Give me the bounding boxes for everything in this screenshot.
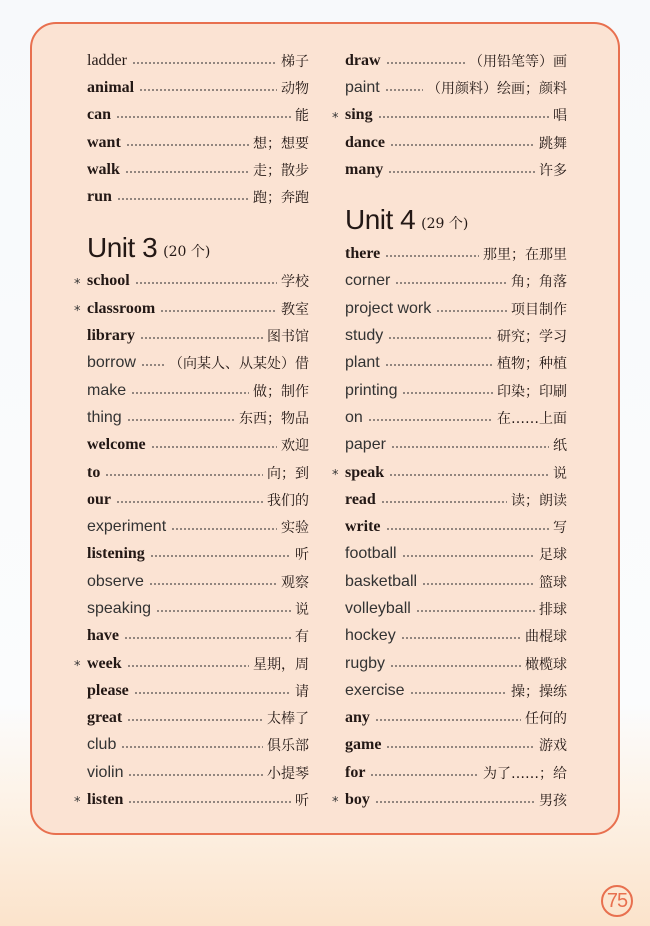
vocab-entry (87, 350, 309, 377)
dot-leader (131, 392, 249, 394)
vocab-meaning: 实验 (281, 520, 309, 537)
vocab-meaning: （用颜料）绘画；颜料 (427, 80, 567, 97)
vocab-meaning: 走；散步 (253, 162, 309, 179)
vocab-entry (345, 650, 567, 677)
vocab-meaning: 植物；种植 (497, 356, 567, 373)
vocab-meaning: 唱 (553, 108, 567, 125)
vocab-word: our (87, 490, 111, 508)
dot-leader (121, 746, 263, 748)
dot-leader (386, 746, 535, 748)
dot-leader (385, 364, 493, 366)
dot-leader (375, 719, 521, 721)
dot-leader (386, 528, 549, 530)
dot-leader (388, 337, 493, 339)
vocab-entry (87, 322, 309, 349)
vocab-meaning: 有 (295, 629, 309, 646)
vocab-meaning: 任何的 (525, 711, 567, 728)
dot-leader (124, 637, 291, 639)
vocab-meaning: 曲棍球 (525, 629, 567, 646)
dot-leader (391, 446, 549, 448)
vocab-entry (87, 759, 309, 786)
vocab-entry (74, 295, 309, 322)
dot-leader (128, 801, 291, 803)
vocab-word: project work (345, 299, 432, 317)
vocab-word: club (87, 736, 117, 754)
vocab-meaning: 教室 (281, 301, 309, 318)
vocab-entry (332, 786, 567, 813)
vocabulary-panel (30, 22, 620, 835)
unit-title: Unit 4 (345, 204, 416, 236)
dot-leader (127, 419, 235, 421)
vocab-entry (87, 47, 309, 74)
dot-leader (116, 116, 291, 118)
vocab-meaning: （向某人、从某处）借 (169, 356, 309, 373)
vocab-entry (87, 732, 309, 759)
vocab-meaning: 印染；印刷 (497, 383, 567, 400)
dot-leader (389, 474, 549, 476)
vocab-entry (345, 240, 567, 267)
vocab-word: walk (87, 160, 120, 178)
vocab-meaning: 为了……；给 (483, 765, 567, 782)
dot-leader (141, 364, 165, 366)
vocab-entry (87, 623, 309, 650)
vocab-word: make (87, 381, 127, 399)
vocab-meaning: 梯子 (281, 53, 309, 70)
vocab-meaning: 跑；奔跑 (253, 190, 309, 207)
vocab-entry (87, 102, 309, 129)
vocab-entry (87, 183, 309, 210)
vocab-meaning: 那里；在那里 (483, 247, 567, 264)
dot-leader (436, 310, 507, 312)
dot-leader (416, 610, 535, 612)
dot-leader (385, 89, 423, 91)
dot-leader (375, 801, 535, 803)
dot-leader (401, 637, 521, 639)
star-icon: * (332, 795, 339, 811)
vocab-meaning: 足球 (539, 547, 567, 564)
vocab-meaning: 学校 (281, 274, 309, 291)
left-column (74, 47, 309, 814)
right-top-entries (332, 47, 567, 183)
vocab-entry (345, 541, 567, 568)
vocab-entry (345, 377, 567, 404)
vocab-word: rugby (345, 654, 386, 672)
vocab-meaning: 向；到 (267, 465, 309, 482)
dot-leader (149, 583, 277, 585)
vocab-word: boy (345, 791, 370, 809)
vocab-entry (87, 541, 309, 568)
vocab-word: on (345, 408, 363, 426)
vocab-entry (345, 759, 567, 786)
vocab-entry (87, 156, 309, 183)
dot-leader (381, 501, 507, 503)
vocab-word: ladder (87, 51, 127, 69)
dot-leader (171, 528, 277, 530)
dot-leader (402, 555, 535, 557)
vocab-meaning: 游戏 (539, 738, 567, 755)
dot-leader (388, 171, 535, 173)
vocab-entry (345, 350, 567, 377)
vocab-entry (332, 459, 567, 486)
vocab-meaning: 动物 (281, 80, 309, 97)
vocab-word: volleyball (345, 599, 411, 617)
vocab-word: sing (345, 106, 373, 124)
vocab-word: football (345, 545, 397, 563)
dot-leader (127, 719, 263, 721)
star-icon: * (74, 304, 81, 320)
dot-leader (385, 255, 479, 257)
vocab-meaning: 篮球 (539, 574, 567, 591)
dot-leader (135, 282, 277, 284)
vocab-meaning: 说 (553, 465, 567, 482)
vocab-entry (345, 129, 567, 156)
dot-leader (105, 474, 263, 476)
vocab-meaning: 听 (295, 547, 309, 564)
left-top-entries (87, 47, 309, 211)
vocab-entry (345, 74, 567, 101)
vocab-entry (345, 322, 567, 349)
vocab-entry (74, 786, 309, 813)
vocab-word: have (87, 627, 119, 645)
vocab-word: speaking (87, 599, 152, 617)
dot-leader (116, 501, 263, 503)
vocab-word: please (87, 681, 129, 699)
vocab-word: study (345, 327, 384, 345)
vocab-word: observe (87, 572, 144, 590)
vocab-entry (87, 486, 309, 513)
star-icon: * (74, 276, 81, 292)
vocab-word: paper (345, 436, 386, 454)
vocab-entry (87, 568, 309, 595)
vocab-entry (345, 732, 567, 759)
vocab-meaning: 读；朗读 (511, 492, 567, 509)
vocab-meaning: 角；角落 (511, 274, 567, 291)
unit-4-entries (332, 240, 567, 813)
unit-word-count: (20 个) (163, 243, 211, 260)
vocab-meaning: （用铅笔等）画 (469, 53, 567, 70)
vocab-entry (87, 377, 309, 404)
vocab-word: great (87, 709, 123, 727)
vocab-word: animal (87, 78, 135, 96)
vocab-meaning: 我们的 (267, 492, 309, 509)
vocab-meaning: 东西；物品 (239, 410, 309, 427)
vocab-entry (345, 568, 567, 595)
vocab-meaning: 纸 (553, 438, 567, 455)
vocab-word: to (87, 463, 101, 481)
dot-leader (410, 692, 507, 694)
vocab-meaning: 请 (295, 683, 309, 700)
vocab-entry (87, 459, 309, 486)
vocab-meaning: 许多 (539, 162, 567, 179)
vocab-word: game (345, 736, 382, 754)
vocab-word: hockey (345, 627, 396, 645)
vocab-word: draw (345, 51, 381, 69)
vocab-entry (87, 595, 309, 622)
vocab-meaning: 跳舞 (539, 135, 567, 152)
dot-leader (151, 446, 277, 448)
vocab-meaning: 橄榄球 (525, 656, 567, 673)
star-icon: * (74, 795, 81, 811)
dot-leader (402, 392, 493, 394)
star-icon: * (332, 467, 339, 483)
vocab-entry (87, 404, 309, 431)
vocab-word: many (345, 160, 384, 178)
vocab-entry (87, 677, 309, 704)
vocab-meaning: 做；制作 (253, 383, 309, 400)
dot-leader (132, 62, 277, 64)
vocab-entry (345, 677, 567, 704)
vocab-entry (345, 595, 567, 622)
vocab-word: library (87, 327, 135, 345)
vocab-meaning: 说 (295, 601, 309, 618)
vocab-word: school (87, 272, 130, 290)
dot-leader (126, 144, 249, 146)
vocab-word: borrow (87, 354, 136, 372)
dot-leader (128, 774, 263, 776)
vocab-word: for (345, 763, 366, 781)
vocab-word: violin (87, 763, 124, 781)
vocab-word: plant (345, 354, 380, 372)
vocab-word: run (87, 188, 112, 206)
vocab-meaning: 俱乐部 (267, 738, 309, 755)
vocab-word: corner (345, 272, 391, 290)
vocab-word: exercise (345, 681, 405, 699)
dot-leader (160, 310, 277, 312)
vocab-word: basketball (345, 572, 418, 590)
vocab-entry (345, 486, 567, 513)
vocab-entry (87, 705, 309, 732)
vocab-entry (74, 650, 309, 677)
vocab-word: thing (87, 408, 122, 426)
vocab-entry (345, 47, 567, 74)
vocab-meaning: 太棒了 (267, 711, 309, 728)
vocab-meaning: 研究；学习 (497, 329, 567, 346)
vocab-entry (87, 74, 309, 101)
vocab-meaning: 想；想要 (253, 135, 309, 152)
vocab-entry (345, 268, 567, 295)
vocab-word: speak (345, 463, 385, 481)
vocab-word: welcome (87, 436, 146, 454)
unit-4-heading (345, 198, 567, 240)
vocab-meaning: 能 (295, 108, 309, 125)
vocab-entry (345, 156, 567, 183)
vocab-meaning: 写 (553, 520, 567, 537)
vocab-word: there (345, 245, 381, 263)
dot-leader (127, 665, 249, 667)
vocab-word: any (345, 709, 370, 727)
vocab-meaning: 在……上面 (497, 410, 567, 427)
unit-title: Unit 3 (87, 231, 158, 263)
vocab-meaning: 排球 (539, 601, 567, 618)
page-number: 75 (606, 889, 628, 912)
section-spacer (87, 211, 309, 226)
dot-leader (378, 116, 549, 118)
right-column (332, 47, 567, 814)
vocab-word: week (87, 654, 122, 672)
dot-leader (134, 692, 291, 694)
vocab-meaning: 男孩 (539, 793, 567, 810)
dot-leader (390, 144, 535, 146)
vocab-entry (87, 432, 309, 459)
unit-3-heading (87, 226, 309, 268)
vocab-entry (345, 705, 567, 732)
vocab-word: listening (87, 545, 145, 563)
dot-leader (139, 89, 277, 91)
vocab-entry (345, 623, 567, 650)
vocab-word: printing (345, 381, 398, 399)
vocab-entry (74, 268, 309, 295)
dot-leader (156, 610, 291, 612)
vocab-meaning: 图书馆 (267, 329, 309, 346)
vocab-meaning: 听 (295, 793, 309, 810)
vocab-word: dance (345, 133, 385, 151)
vocab-word: want (87, 133, 121, 151)
section-spacer (345, 183, 567, 198)
vocab-word: listen (87, 791, 124, 809)
vocab-word: classroom (87, 299, 156, 317)
vocab-word: write (345, 518, 381, 536)
vocab-word: can (87, 106, 111, 124)
star-icon: * (332, 110, 339, 126)
dot-leader (140, 337, 263, 339)
vocab-entry (345, 432, 567, 459)
vocab-word: paint (345, 78, 380, 96)
dot-leader (370, 774, 479, 776)
dot-leader (390, 665, 521, 667)
vocab-meaning: 欢迎 (281, 438, 309, 455)
star-icon: * (74, 658, 81, 674)
dot-leader (422, 583, 535, 585)
vocab-entry (87, 129, 309, 156)
vocab-meaning: 项目制作 (511, 301, 567, 318)
dot-leader (395, 282, 507, 284)
dot-leader (117, 198, 249, 200)
unit-3-entries (74, 268, 309, 814)
vocab-word: read (345, 490, 376, 508)
dot-leader (125, 171, 249, 173)
vocab-meaning: 观察 (281, 574, 309, 591)
vocab-meaning: 小提琴 (267, 765, 309, 782)
vocab-meaning: 操；操练 (511, 683, 567, 700)
dot-leader (150, 555, 291, 557)
vocab-word: experiment (87, 518, 167, 536)
vocab-meaning: 星期，周 (253, 656, 309, 673)
vocab-entry (87, 513, 309, 540)
page-number-badge (601, 885, 633, 917)
dot-leader (368, 419, 493, 421)
vocab-entry (345, 513, 567, 540)
vocab-entry (345, 295, 567, 322)
unit-word-count: (29 个) (421, 216, 469, 233)
vocab-entry (345, 404, 567, 431)
dot-leader (386, 62, 465, 64)
vocab-entry (332, 102, 567, 129)
